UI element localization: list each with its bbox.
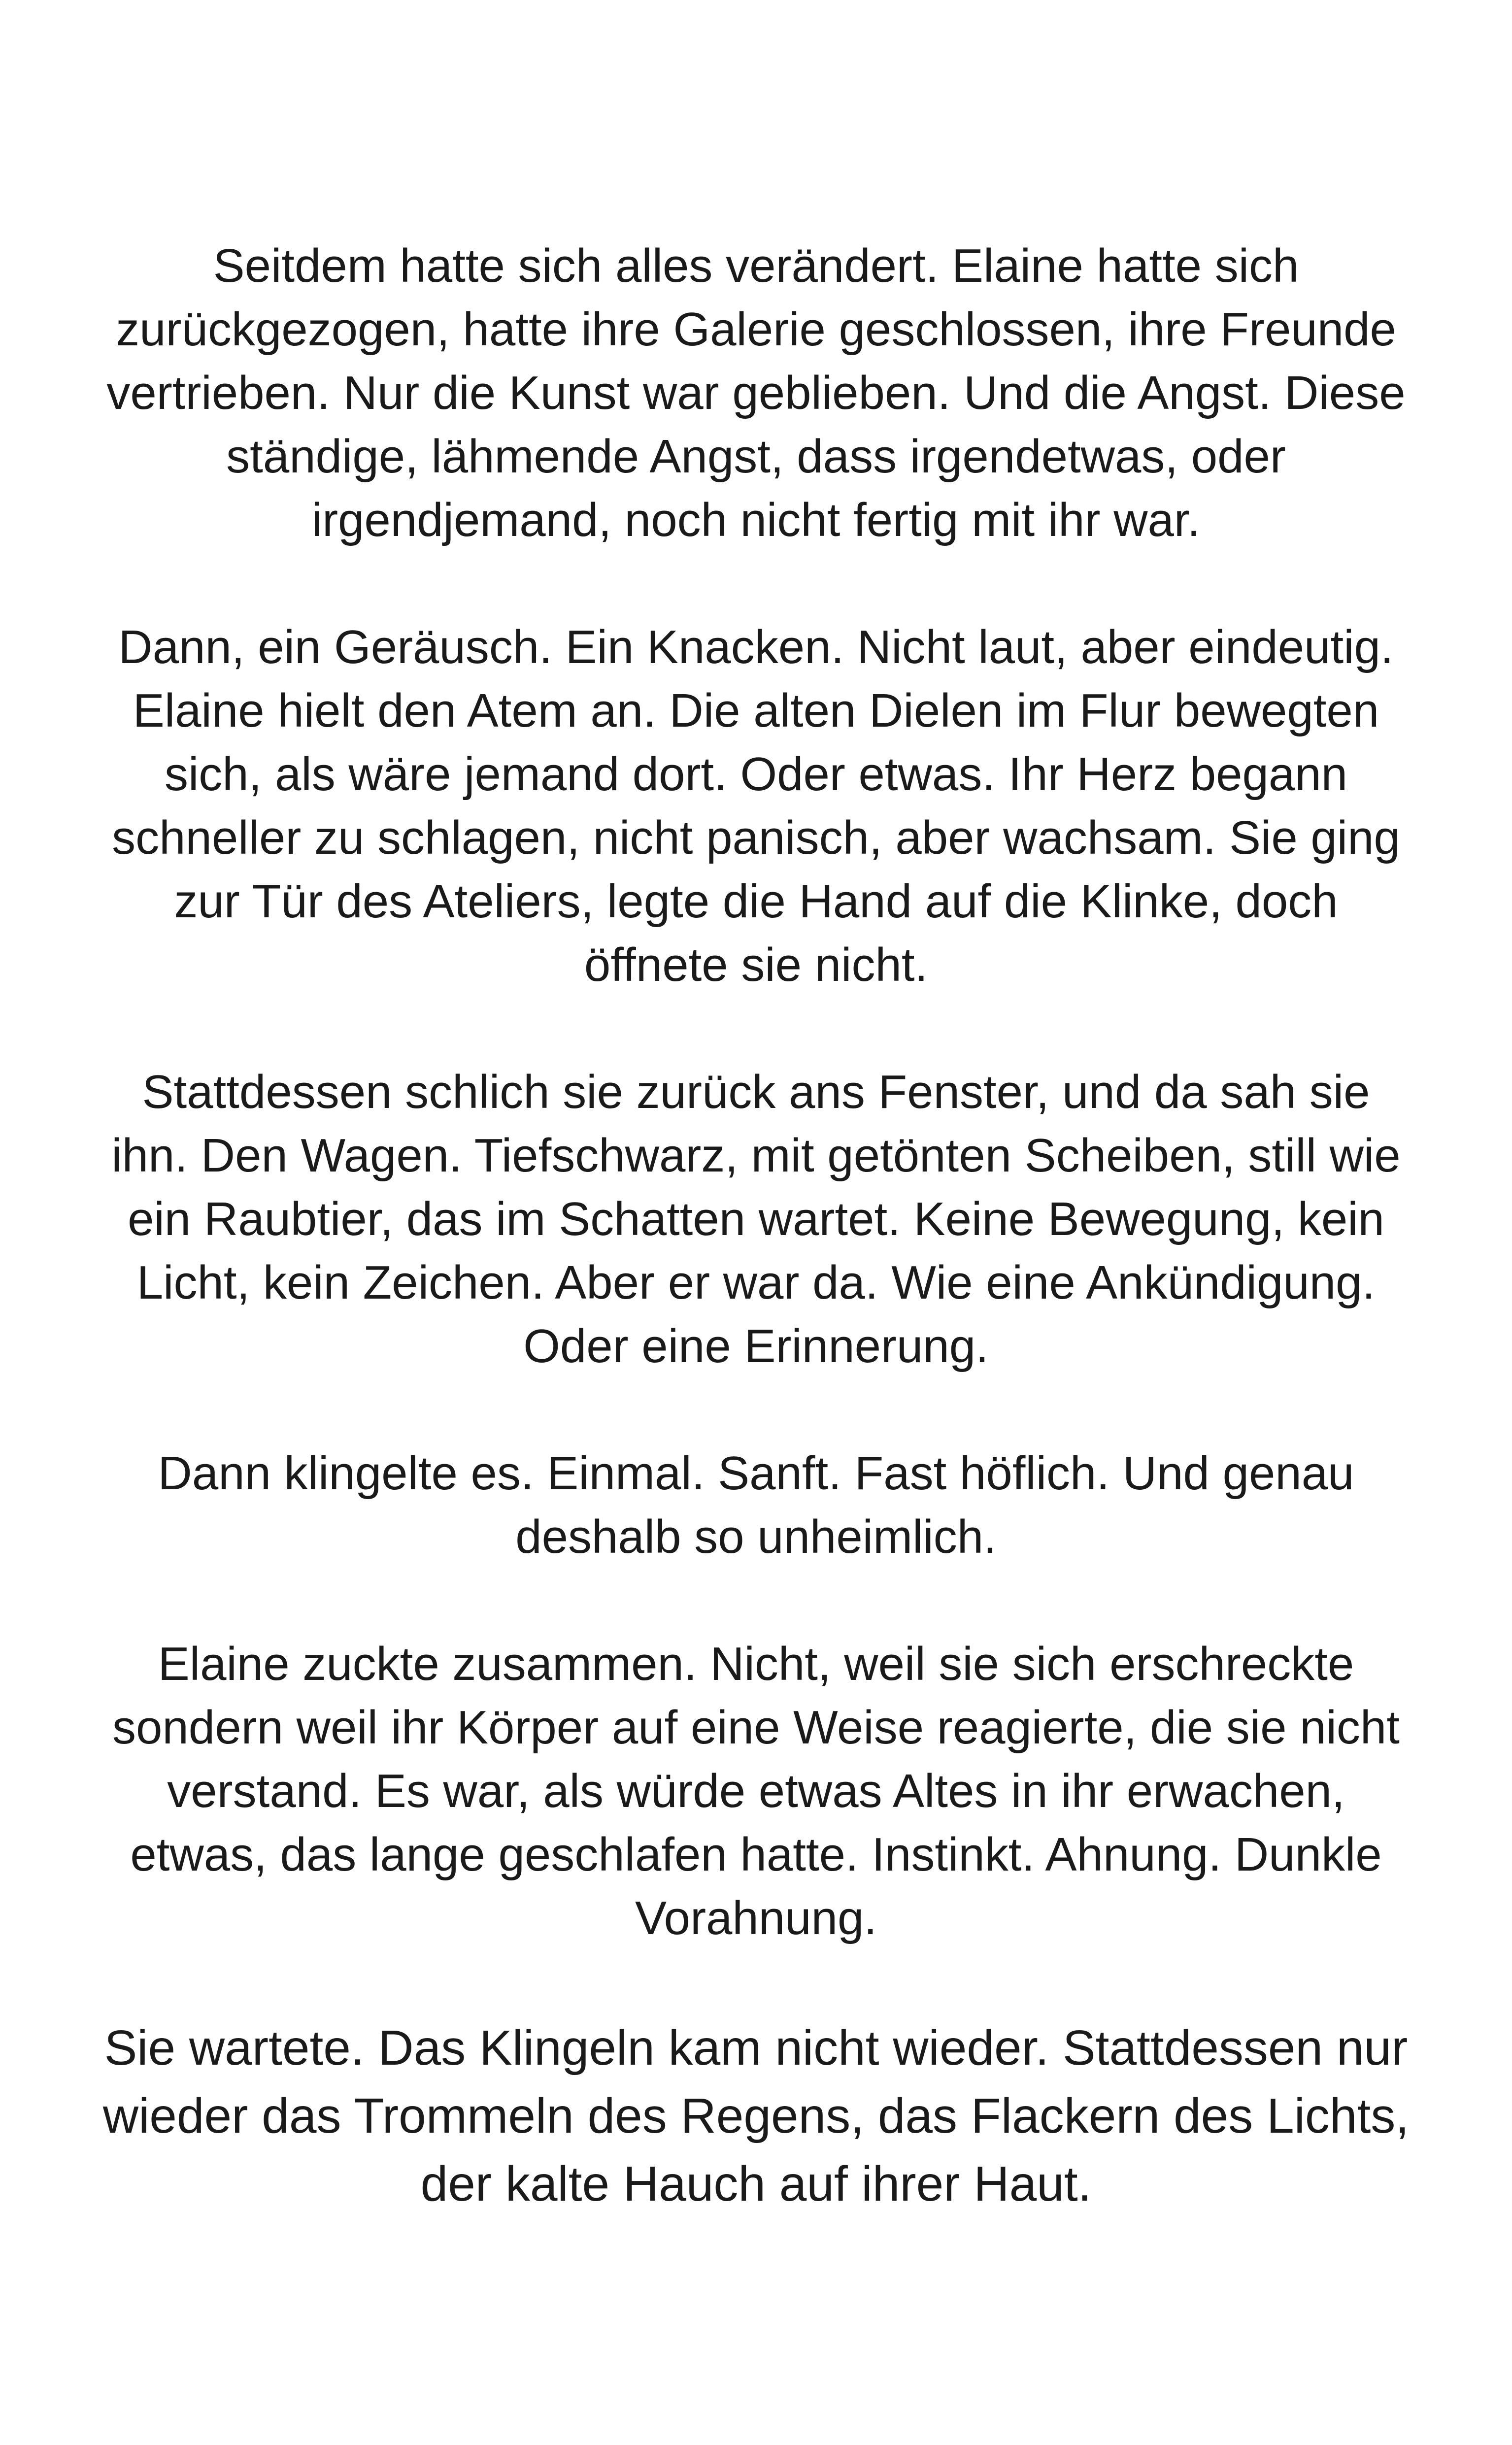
paragraph-1: Seitdem hatte sich alles verändert. Elaine hatte sich zurückgezogen, hatte ihre Galerie geschlossen, ihre Freunde vertrieben. Nur die Kunst war geblieben. Und die Angst. Diese ständige, lähmende Angst, dass irgendetwas, oder irgendjemand, noch nicht fertig mit ihr war.: [106, 239, 1406, 546]
paragraph-5: Elaine zuckte zusammen. Nicht, weil sie sich erschreckte sondern weil ihr Körper auf eine Weise reagierte, die sie nicht verstand. Es war, als würde etwas Altes in ihr erwachen, etwas, das lange geschlafen hatte. Instinkt. Ahnung. Dunkle Vorahnung.: [112, 1638, 1400, 1944]
paragraph-6: Sie wartete. Das Klingeln kam nicht wieder. Stattdessen nur wieder das Trommeln des Regens, das Flackern des Lichts, der kalte Hauch auf ihrer Haut.: [102, 2020, 1410, 2211]
paragraph-2: Dann, ein Geräusch. Ein Knacken. Nicht laut, aber eindeutig. Elaine hielt den Atem an. Die alten Dielen im Flur bewegten sich, als wäre jemand dort. Oder etwas. Ihr Herz begann schneller zu schlagen, nicht panisch, aber wachsam. Sie ging zur Tür des Ateliers, legte die Hand auf die Klinke, doch öffnete sie nicht.: [112, 621, 1400, 991]
paragraph-3: Stattdessen schlich sie zurück ans Fenster, und da sah sie ihn. Den Wagen. Tiefschwarz, mit getönten Scheiben, still wie ein Raubtier, das im Schatten wartet. Keine Bewegung, kein Licht, kein Zeichen. Aber er war da. Wie eine Ankündigung. Oder eine Erinnerung.: [111, 1066, 1401, 1373]
paragraph-4: Dann klingelte es. Einmal. Sanft. Fast höflich. Und genau deshalb so unheimlich.: [158, 1447, 1354, 1563]
